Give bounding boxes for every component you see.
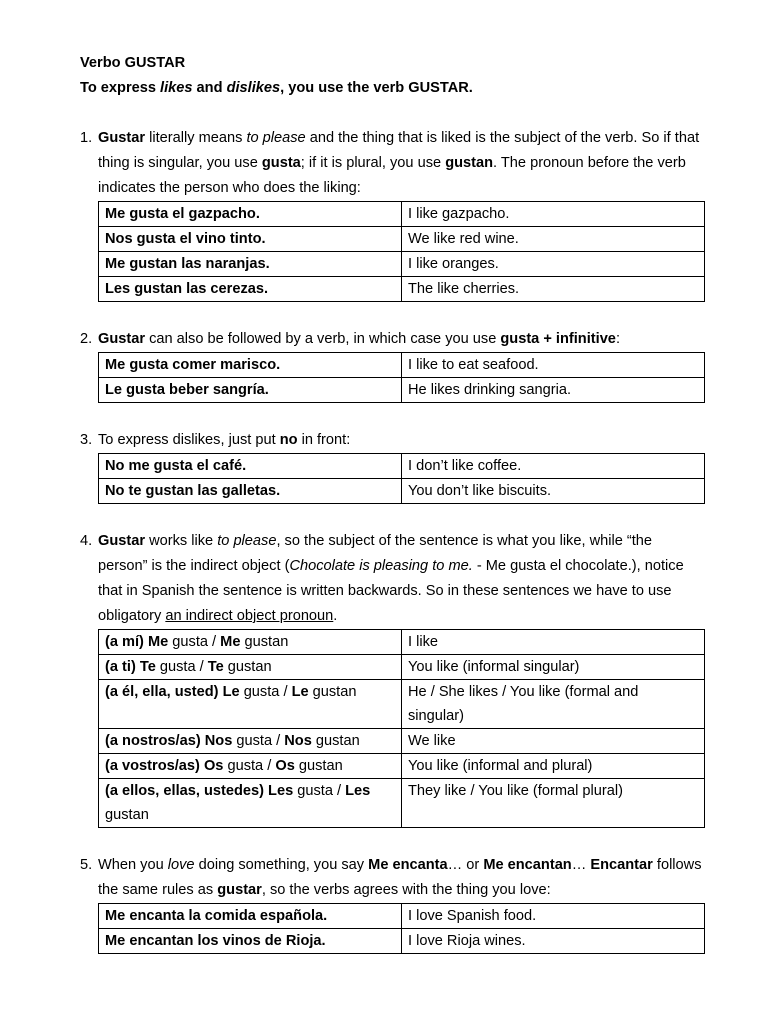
table-row xyxy=(99,754,705,779)
english-cell: We like xyxy=(402,729,705,754)
text-run: , you use the verb GUSTAR. xyxy=(280,80,473,96)
text-run: to please xyxy=(246,130,306,146)
english-cell: He / She likes / You like (formal and singular) xyxy=(402,680,705,729)
spanish-cell xyxy=(99,630,402,655)
spanish-cell xyxy=(99,277,402,302)
text-run: ; if it is plural, you use xyxy=(300,155,446,171)
text-run: gustar xyxy=(217,882,262,898)
text-run: gustan xyxy=(311,733,360,749)
table-row xyxy=(99,680,705,729)
text-run: (a él, ella, usted) Le xyxy=(105,684,240,700)
text-run: gustan xyxy=(223,659,272,675)
text-run: likes xyxy=(160,80,193,96)
document-title: Verbo GUSTAR xyxy=(80,55,186,71)
table-row xyxy=(99,729,705,754)
text-run: gusta / xyxy=(155,659,208,675)
text-run: … or xyxy=(447,857,484,873)
text-run: doing something, you say xyxy=(194,857,369,873)
text-run: in front: xyxy=(297,432,351,448)
section-item xyxy=(80,327,704,403)
text-run: Me gusta comer marisco. xyxy=(105,357,281,373)
spanish-cell xyxy=(99,202,402,227)
text-run: gustan xyxy=(240,634,289,650)
text-run: dislikes xyxy=(226,80,281,96)
spanish-cell xyxy=(99,680,402,729)
text-run: (a ellos, ellas, ustedes) Les xyxy=(105,783,294,799)
spanish-cell xyxy=(99,378,402,403)
text-run: works like xyxy=(145,533,218,549)
section-number: 4. xyxy=(80,533,93,549)
text-run: Me encantan los vinos de Rioja. xyxy=(105,933,326,949)
example-table xyxy=(98,201,705,302)
text-run: To express xyxy=(80,80,161,96)
text-run: Me encanta la comida española. xyxy=(105,908,328,924)
text-run: gusta / xyxy=(232,733,285,749)
english-cell: I like gazpacho. xyxy=(402,202,705,227)
english-cell: I love Spanish food. xyxy=(402,904,705,929)
text-run: Me gusta el gazpacho. xyxy=(105,206,260,222)
section-item xyxy=(80,853,704,954)
text-run: and the thing that is liked is the subject of the verb. So if that thing is singular, you use xyxy=(98,130,700,171)
table-row xyxy=(99,655,705,680)
text-run: Os xyxy=(275,758,295,774)
text-run: Les gustan las cerezas. xyxy=(105,281,269,297)
table-row xyxy=(99,454,705,479)
section-paragraph xyxy=(98,428,704,453)
text-run: and xyxy=(192,80,227,96)
text-run: gusta xyxy=(261,155,301,171)
table-row xyxy=(99,252,705,277)
text-run: Me encanta xyxy=(368,857,448,873)
text-run: No te gustan las galletas. xyxy=(105,483,281,499)
spanish-cell xyxy=(99,655,402,680)
text-run: Me gustan las naranjas. xyxy=(105,256,270,272)
text-run: gusta / xyxy=(168,634,221,650)
text-run: (a nostros/as) Nos xyxy=(105,733,233,749)
text-run: gustan xyxy=(105,807,149,823)
table-row xyxy=(99,202,705,227)
text-run: gusta + infinitive xyxy=(500,331,616,347)
section-paragraph xyxy=(98,126,704,201)
spanish-cell xyxy=(99,779,402,828)
table-row xyxy=(99,277,705,302)
text-run: Nos gusta el vino tinto. xyxy=(105,231,266,247)
english-cell: You like (informal singular) xyxy=(402,655,705,680)
text-run: Me xyxy=(220,634,241,650)
section-item xyxy=(80,126,704,302)
text-run: literally means xyxy=(145,130,247,146)
text-run: To express dislikes, just put xyxy=(98,432,280,448)
spanish-cell xyxy=(99,454,402,479)
english-cell: You don’t like biscuits. xyxy=(402,479,705,504)
text-run: Te xyxy=(207,659,224,675)
spanish-cell xyxy=(99,754,402,779)
section-item xyxy=(80,428,704,504)
text-run: No me gusta el café. xyxy=(105,458,247,474)
text-run: (a mí) Me xyxy=(105,634,169,650)
table-row xyxy=(99,904,705,929)
text-run: love xyxy=(167,857,195,873)
english-cell: I love Rioja wines. xyxy=(402,929,705,954)
section-paragraph xyxy=(98,327,704,352)
text-run: When you xyxy=(98,857,168,873)
section-number: 1. xyxy=(80,130,93,146)
text-run: Le xyxy=(291,684,309,700)
text-run: to please xyxy=(217,533,277,549)
english-cell: We like red wine. xyxy=(402,227,705,252)
text-run: : xyxy=(615,331,620,347)
text-run: gustan xyxy=(445,155,494,171)
spanish-cell xyxy=(99,227,402,252)
section-number: 3. xyxy=(80,432,93,448)
english-cell: He likes drinking sangria. xyxy=(402,378,705,403)
text-run: . xyxy=(333,608,338,624)
english-cell: The like cherries. xyxy=(402,277,705,302)
spanish-cell xyxy=(99,929,402,954)
example-table xyxy=(98,903,705,954)
text-run: Gustar xyxy=(98,130,146,146)
table-row xyxy=(99,353,705,378)
text-run: (a ti) Te xyxy=(105,659,156,675)
text-run: gustan xyxy=(294,758,343,774)
document-intro xyxy=(80,76,704,101)
text-run: follows the same rules as xyxy=(98,857,702,898)
english-cell: I like to eat seafood. xyxy=(402,353,705,378)
text-run: Me encantan xyxy=(483,857,572,873)
text-run: . The pronoun before the verb indicates the person who does the liking: xyxy=(98,155,686,196)
table-row xyxy=(99,779,705,828)
table-row xyxy=(99,378,705,403)
english-cell: I don’t like coffee. xyxy=(402,454,705,479)
text-run: gusta / xyxy=(239,684,292,700)
table-row xyxy=(99,630,705,655)
example-table xyxy=(98,453,705,504)
english-cell: I like xyxy=(402,630,705,655)
text-run: Les xyxy=(345,783,371,799)
english-cell: I like oranges. xyxy=(402,252,705,277)
text-run: - Me gusta el chocolate.), notice that in Spanish the sentence is written backwards. So in these sentences we have to use obligatory xyxy=(98,558,684,624)
text-run: gusta / xyxy=(293,783,346,799)
text-run: , so the verbs agrees with the thing you love: xyxy=(261,882,551,898)
table-row xyxy=(99,227,705,252)
english-cell: They like / You like (formal plural) xyxy=(402,779,705,828)
text-run: Encantar xyxy=(590,857,653,873)
text-run: … xyxy=(571,857,591,873)
table-row xyxy=(99,929,705,954)
text-run: no xyxy=(279,432,298,448)
section-paragraph xyxy=(98,529,704,629)
text-run: can also be followed by a verb, in which case you use xyxy=(145,331,501,347)
example-table xyxy=(98,629,705,828)
text-run: (a vostros/as) Os xyxy=(105,758,224,774)
text-run: Gustar xyxy=(98,331,146,347)
table-row xyxy=(99,479,705,504)
section-item xyxy=(80,529,704,828)
text-run: Chocolate is pleasing to me. xyxy=(289,558,473,574)
spanish-cell xyxy=(99,353,402,378)
section-paragraph xyxy=(98,853,704,903)
spanish-cell xyxy=(99,729,402,754)
text-run: , so the subject of the sentence is what you like, while “the person” is the indirect object ( xyxy=(98,533,653,574)
text-run: Nos xyxy=(284,733,312,749)
text-run: an indirect object pronoun xyxy=(165,608,334,624)
text-run: gusta / xyxy=(223,758,276,774)
section-number: 5. xyxy=(80,857,93,873)
text-run: Le gusta beber sangría. xyxy=(105,382,269,398)
spanish-cell xyxy=(99,252,402,277)
section-number: 2. xyxy=(80,331,93,347)
text-run: gustan xyxy=(308,684,357,700)
sections-list xyxy=(80,126,704,954)
spanish-cell xyxy=(99,479,402,504)
example-table xyxy=(98,352,705,403)
english-cell: You like (informal and plural) xyxy=(402,754,705,779)
spanish-cell xyxy=(99,904,402,929)
text-run: Gustar xyxy=(98,533,146,549)
